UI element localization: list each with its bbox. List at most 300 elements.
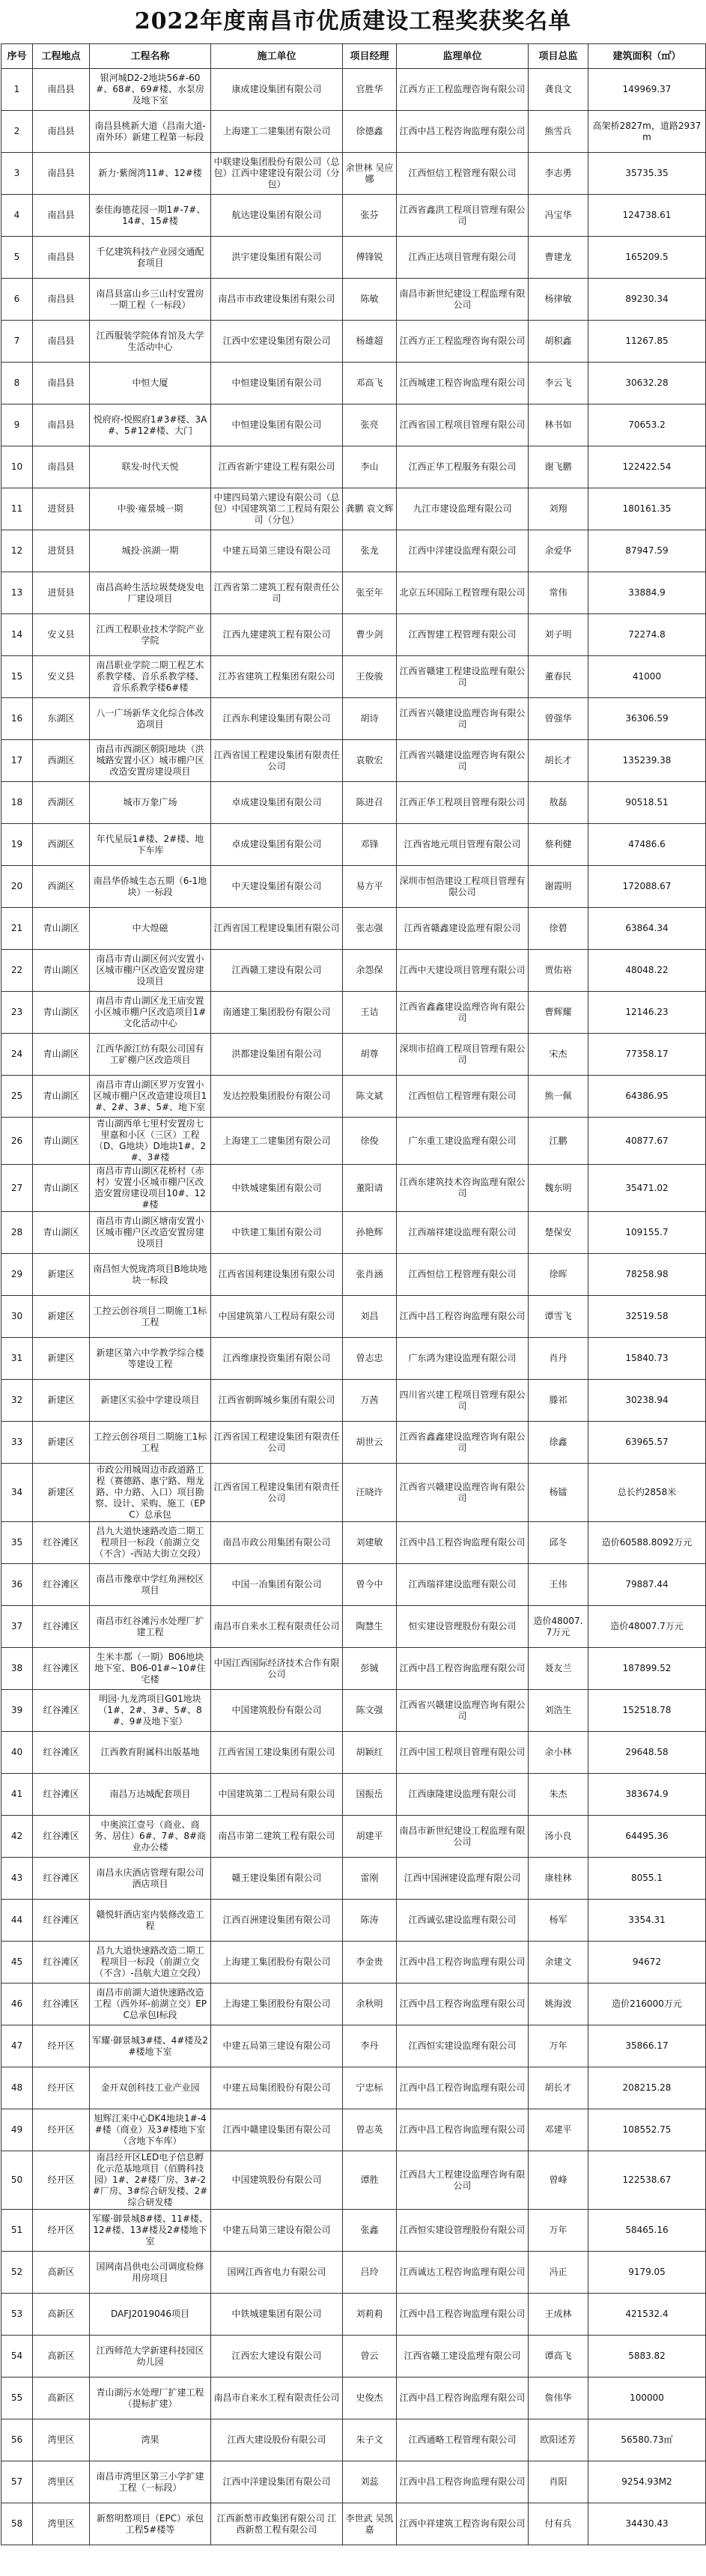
cell-seq: 45 bbox=[1, 1942, 33, 1983]
cell-chief: 江鹏 bbox=[529, 1118, 588, 1165]
cell-area: 15840.73 bbox=[588, 1338, 706, 1380]
cell-supervisor: 江西东建筑技术咨询监理有限公司 bbox=[397, 1165, 529, 1212]
cell-builder: 南昌市市政建设集团有限公司 bbox=[211, 279, 343, 321]
cell-builder: 江西大建设股份有限公司 bbox=[211, 2419, 343, 2461]
cell-project: 旭辉江来中心DK4地块1#-4#楼（商业）及3#楼地下室（含地下车库） bbox=[90, 2109, 211, 2151]
cell-area: 77358.17 bbox=[588, 1034, 706, 1076]
cell-seq: 5 bbox=[1, 237, 33, 279]
cell-project: 南昌市青山湖区何兴安置小区城市棚户区改造安置房建设项目 bbox=[90, 950, 211, 992]
cell-seq: 11 bbox=[1, 488, 33, 530]
cell-manager: 余世林 吴应娜 bbox=[343, 153, 397, 195]
cell-supervisor: 江西通略工程管理有限公司 bbox=[397, 2419, 529, 2461]
cell-project: 中恒大厦 bbox=[90, 363, 211, 404]
cell-builder: 航达建设集团有限公司 bbox=[211, 195, 343, 237]
cell-project: 江西师范大学新建科技园区幼儿园 bbox=[90, 2336, 211, 2378]
cell-seq: 20 bbox=[1, 866, 33, 908]
header-region: 工程地点 bbox=[33, 44, 90, 69]
cell-region: 高新区 bbox=[33, 2336, 90, 2378]
table-row bbox=[1, 363, 706, 404]
cell-area: 72274.8 bbox=[588, 614, 706, 656]
table-row bbox=[1, 824, 706, 866]
cell-project: 八一广场新华文化综合体改造项目 bbox=[90, 698, 211, 740]
cell-manager: 李金贵 bbox=[343, 1942, 397, 1983]
cell-seq: 29 bbox=[1, 1254, 33, 1296]
cell-supervisor: 江西省鑫鑫建设监理咨询有限公司 bbox=[397, 1422, 529, 1464]
cell-manager: 万茜 bbox=[343, 1380, 397, 1422]
cell-region: 南昌县 bbox=[33, 237, 90, 279]
table-row bbox=[1, 1034, 706, 1076]
table-row bbox=[1, 1942, 706, 1983]
cell-supervisor: 江西省鑫鑫建设监理咨询有限公司 bbox=[397, 992, 529, 1034]
cell-project: 赣悦轩酒店室内装修改造工程 bbox=[90, 1900, 211, 1942]
cell-chief: 邱冬 bbox=[529, 1522, 588, 1564]
cell-area: 造价216000万元 bbox=[588, 1983, 706, 2025]
cell-area: 9254.93M2 bbox=[588, 2461, 706, 2503]
table-row bbox=[1, 488, 706, 530]
table-row bbox=[1, 1816, 706, 1858]
cell-manager: 胡颖红 bbox=[343, 1732, 397, 1774]
cell-seq: 34 bbox=[1, 1464, 33, 1522]
cell-area: 90518.51 bbox=[588, 782, 706, 824]
cell-region: 西湖区 bbox=[33, 740, 90, 782]
cell-chief: 谢霞明 bbox=[529, 866, 588, 908]
cell-region: 新建区 bbox=[33, 1338, 90, 1380]
table-row bbox=[1, 1165, 706, 1212]
cell-supervisor: 江西中昌工程咨询监理有限公司 bbox=[397, 1522, 529, 1564]
cell-region: 经开区 bbox=[33, 2109, 90, 2151]
cell-project: 南昌市西湖区朝阳地块（洪城路安置小区）城市棚户区改造安置房建设项目 bbox=[90, 740, 211, 782]
cell-manager: 官胜华 bbox=[343, 69, 397, 111]
cell-chief: 万年 bbox=[529, 2210, 588, 2252]
cell-supervisor: 江西恒实建设监理有限公司 bbox=[397, 2025, 529, 2067]
table-row bbox=[1, 572, 706, 614]
table-row bbox=[1, 111, 706, 153]
cell-chief: 姚海波 bbox=[529, 1983, 588, 2025]
cell-project: 青山湖西单七里村安置房七里嘉和小区（三区）工程（D、G地块）D地块1#、2#、3#楼 bbox=[90, 1118, 211, 1165]
cell-project: 银河城D2-2地块56#-60#、68#、69#楼、水泵房及地下室 bbox=[90, 69, 211, 111]
cell-region: 东湖区 bbox=[33, 698, 90, 740]
cell-chief: 刘浩生 bbox=[529, 1690, 588, 1732]
cell-supervisor: 九江市建设监理有限公司 bbox=[397, 488, 529, 530]
cell-manager: 陈文斌 bbox=[343, 1076, 397, 1118]
cell-supervisor: 江西正达项目管理有限公司 bbox=[397, 237, 529, 279]
cell-chief: 蔡利健 bbox=[529, 824, 588, 866]
cell-manager: 袁敬宏 bbox=[343, 740, 397, 782]
cell-region: 经开区 bbox=[33, 2151, 90, 2210]
cell-supervisor: 江西省国工程项目管理有限公司 bbox=[397, 404, 529, 446]
cell-chief: 常伟 bbox=[529, 572, 588, 614]
table-row bbox=[1, 1118, 706, 1165]
cell-chief: 熊一佩 bbox=[529, 1076, 588, 1118]
table-header-row bbox=[1, 44, 706, 69]
cell-manager: 徐德鑫 bbox=[343, 111, 397, 153]
cell-supervisor: 江西中昌工程咨询监理有限公司 bbox=[397, 2461, 529, 2503]
cell-project: 江西工程职业技术学院产业学院 bbox=[90, 614, 211, 656]
cell-region: 青山湖区 bbox=[33, 1034, 90, 1076]
cell-project: DAFJ2019046项目 bbox=[90, 2294, 211, 2336]
table-row bbox=[1, 2151, 706, 2210]
cell-manager: 朱子文 bbox=[343, 2419, 397, 2461]
cell-seq: 42 bbox=[1, 1816, 33, 1858]
cell-chief: 曹建龙 bbox=[529, 237, 588, 279]
cell-chief: 王成林 bbox=[529, 2294, 588, 2336]
cell-chief: 谢飞鹏 bbox=[529, 446, 588, 488]
cell-supervisor: 南昌市新世纪建设工程监理有限公司 bbox=[397, 1816, 529, 1858]
cell-manager: 陶慧生 bbox=[343, 1606, 397, 1648]
table-row bbox=[1, 782, 706, 824]
cell-supervisor: 江西恒实建设管理股份有限公司 bbox=[397, 2210, 529, 2252]
cell-manager: 徐俊 bbox=[343, 1118, 397, 1165]
cell-project: 新力·紫阁湾11#、12#楼 bbox=[90, 153, 211, 195]
cell-area: 35735.35 bbox=[588, 153, 706, 195]
cell-builder: 中联建设集团股份有限公司（总包）江西中建建设有限公司（分包） bbox=[211, 153, 343, 195]
cell-manager: 雷刚 bbox=[343, 1858, 397, 1900]
cell-region: 红谷滩区 bbox=[33, 1858, 90, 1900]
cell-supervisor: 江西康隆建设监理有限公司 bbox=[397, 1774, 529, 1816]
cell-region: 南昌县 bbox=[33, 446, 90, 488]
table-row bbox=[1, 614, 706, 656]
cell-project: 南昌市青山湖区龙王庙安置小区城市棚户区改造项目1#文化活动中心 bbox=[90, 992, 211, 1034]
cell-region: 新建区 bbox=[33, 1296, 90, 1338]
cell-region: 南昌县 bbox=[33, 404, 90, 446]
cell-builder: 江西宏大建设有限公司 bbox=[211, 2336, 343, 2378]
cell-chief: 李云飞 bbox=[529, 363, 588, 404]
cell-supervisor: 江西中国洲建设监理有限公司 bbox=[397, 1858, 529, 1900]
cell-supervisor: 广东鸿为建设监理有限公司 bbox=[397, 1338, 529, 1380]
cell-area: 高架桥2827m，道路2937m bbox=[588, 111, 706, 153]
cell-project: 新建区实验中学建设项目 bbox=[90, 1380, 211, 1422]
cell-chief: 敖磊 bbox=[529, 782, 588, 824]
cell-chief: 徐晖 bbox=[529, 1254, 588, 1296]
table-row bbox=[1, 950, 706, 992]
table-body bbox=[1, 69, 706, 2545]
cell-manager: 刘昌 bbox=[343, 1296, 397, 1338]
cell-chief: 熊雪兵 bbox=[529, 111, 588, 153]
cell-project: 工控云创谷项目二期施工1标工程 bbox=[90, 1296, 211, 1338]
cell-supervisor: 江西中国工程项目管理有限公司 bbox=[397, 1732, 529, 1774]
cell-region: 南昌县 bbox=[33, 111, 90, 153]
cell-manager: 张龙 bbox=[343, 530, 397, 572]
cell-region: 进贤县 bbox=[33, 488, 90, 530]
cell-supervisor: 江西省赣鑫建设监理有限公司 bbox=[397, 908, 529, 950]
cell-seq: 9 bbox=[1, 404, 33, 446]
cell-area: 108552.75 bbox=[588, 2109, 706, 2151]
cell-region: 红谷滩区 bbox=[33, 1983, 90, 2025]
cell-chief: 林书如 bbox=[529, 404, 588, 446]
cell-region: 经开区 bbox=[33, 2067, 90, 2109]
cell-manager: 曾云 bbox=[343, 2336, 397, 2378]
cell-supervisor: 江西中昌工程咨询监理有限公司 bbox=[397, 2294, 529, 2336]
table-row bbox=[1, 2378, 706, 2419]
cell-region: 南昌县 bbox=[33, 321, 90, 363]
table-row bbox=[1, 237, 706, 279]
header-chief: 项目总监 bbox=[529, 44, 588, 69]
cell-seq: 8 bbox=[1, 363, 33, 404]
cell-chief: 王伟 bbox=[529, 1564, 588, 1606]
cell-area: 124738.61 bbox=[588, 195, 706, 237]
cell-seq: 10 bbox=[1, 446, 33, 488]
cell-seq: 22 bbox=[1, 950, 33, 992]
cell-builder: 卓成建设集团有限公司 bbox=[211, 782, 343, 824]
cell-region: 红谷滩区 bbox=[33, 1564, 90, 1606]
cell-manager: 胡世云 bbox=[343, 1422, 397, 1464]
table-row bbox=[1, 992, 706, 1034]
cell-chief: 邓建平 bbox=[529, 2109, 588, 2151]
cell-chief: 詹伟华 bbox=[529, 2378, 588, 2419]
cell-project: 南昌永庆酒店管理有限公司酒店项目 bbox=[90, 1858, 211, 1900]
table-row bbox=[1, 2210, 706, 2252]
table-row bbox=[1, 530, 706, 572]
cell-region: 进贤县 bbox=[33, 572, 90, 614]
cell-manager: 董阳请 bbox=[343, 1165, 397, 1212]
table-row bbox=[1, 446, 706, 488]
cell-builder: 江西新嶅市政集团有限公司 江西新嶅工程有限公司 bbox=[211, 2503, 343, 2545]
cell-supervisor: 江西诚弘建设监理有限公司 bbox=[397, 1900, 529, 1942]
cell-supervisor: 江西恒信工程管理有限公司 bbox=[397, 1254, 529, 1296]
table-row bbox=[1, 908, 706, 950]
cell-chief: 胡长才 bbox=[529, 740, 588, 782]
cell-manager: 张肖涵 bbox=[343, 1254, 397, 1296]
cell-seq: 48 bbox=[1, 2067, 33, 2109]
cell-region: 青山湖区 bbox=[33, 1212, 90, 1254]
cell-area: 383674.9 bbox=[588, 1774, 706, 1816]
cell-manager: 曾今中 bbox=[343, 1564, 397, 1606]
cell-region: 青山湖区 bbox=[33, 1118, 90, 1165]
table-row bbox=[1, 740, 706, 782]
cell-manager: 陈进召 bbox=[343, 782, 397, 824]
cell-chief: 朱杰 bbox=[529, 1774, 588, 1816]
cell-chief: 刘翔 bbox=[529, 488, 588, 530]
header-project: 工程名称 bbox=[90, 44, 211, 69]
cell-manager: 邓高飞 bbox=[343, 363, 397, 404]
cell-builder: 江西省国工建设集团有限公司 bbox=[211, 1732, 343, 1774]
cell-area: 总长约2858米 bbox=[588, 1464, 706, 1522]
cell-project: 南昌职业学院二期工程艺术系教学楼、音乐系教学楼、音乐系教学楼6#楼 bbox=[90, 656, 211, 698]
cell-supervisor: 江西省鑫洪工程项目管理有限公司 bbox=[397, 195, 529, 237]
cell-supervisor: 江西智建工程管理有限公司 bbox=[397, 614, 529, 656]
cell-builder: 洪宇建设集团有限公司 bbox=[211, 237, 343, 279]
cell-area: 56580.73㎡ bbox=[588, 2419, 706, 2461]
cell-area: 64495.36 bbox=[588, 1816, 706, 1858]
cell-builder: 江西省国工程建设集团有限责任公司 bbox=[211, 740, 343, 782]
cell-builder: 发达控股集团股份有限公司 bbox=[211, 1076, 343, 1118]
cell-seq: 19 bbox=[1, 824, 33, 866]
cell-builder: 上海建工二建集团有限公司 bbox=[211, 1118, 343, 1165]
cell-supervisor: 江西中洋建设监理有限公司 bbox=[397, 530, 529, 572]
cell-supervisor: 江西中昌工程咨询监理有限公司 bbox=[397, 1983, 529, 2025]
table-row bbox=[1, 1564, 706, 1606]
cell-builder: 江西省国利建设集团有限公司 bbox=[211, 1254, 343, 1296]
cell-area: 58465.16 bbox=[588, 2210, 706, 2252]
cell-seq: 24 bbox=[1, 1034, 33, 1076]
cell-supervisor: 江西中昌工程咨询监理有限公司 bbox=[397, 1296, 529, 1338]
cell-project: 南昌恒大悦珑湾项目B地块地块一标段 bbox=[90, 1254, 211, 1296]
cell-region: 经开区 bbox=[33, 2025, 90, 2067]
award-table bbox=[1, 43, 706, 2545]
cell-seq: 16 bbox=[1, 698, 33, 740]
table-row bbox=[1, 404, 706, 446]
cell-project: 中骏·雍景城一期 bbox=[90, 488, 211, 530]
cell-project: 中奥滨江壹号（商业、商务、居住）6#、7#、8#商业办公楼 bbox=[90, 1816, 211, 1858]
cell-project: 南昌市红谷滩污水处理厂扩建工程 bbox=[90, 1606, 211, 1648]
cell-region: 西湖区 bbox=[33, 824, 90, 866]
cell-area: 47486.6 bbox=[588, 824, 706, 866]
cell-supervisor: 江西昌大工程建设监理咨询有限公司 bbox=[397, 2151, 529, 2210]
cell-supervisor: 深圳市招商工程项目管理有限公司 bbox=[397, 1034, 529, 1076]
cell-manager: 陈敏 bbox=[343, 279, 397, 321]
cell-manager: 刘蕊 bbox=[343, 2461, 397, 2503]
cell-region: 青山湖区 bbox=[33, 1165, 90, 1212]
cell-chief: 楚保安 bbox=[529, 1212, 588, 1254]
cell-builder: 南昌市自来水工程有限责任公司 bbox=[211, 1606, 343, 1648]
cell-builder: 上海建工集团股份有限公司 bbox=[211, 1983, 343, 2025]
cell-builder: 南昌市第二建筑工程有限公司 bbox=[211, 1816, 343, 1858]
table-row bbox=[1, 1690, 706, 1732]
table-row bbox=[1, 2109, 706, 2151]
cell-area: 64386.95 bbox=[588, 1076, 706, 1118]
cell-project: 工控云创谷项目二期施工1标工程 bbox=[90, 1422, 211, 1464]
cell-supervisor: 江西中昌工程咨询监理有限公司 bbox=[397, 1942, 529, 1983]
cell-region: 高新区 bbox=[33, 2294, 90, 2336]
cell-project: 联发·时代天悦 bbox=[90, 446, 211, 488]
cell-area: 79887.44 bbox=[588, 1564, 706, 1606]
cell-area: 8055.1 bbox=[588, 1858, 706, 1900]
cell-project: 市政公用城周边市政道路工程（赛德路、惠宁路、翔龙路、中力路、入口）项目勘察、设计、采购、施工（EPC）总承包 bbox=[90, 1464, 211, 1522]
cell-manager: 刘建敏 bbox=[343, 1522, 397, 1564]
cell-area: 70653.2 bbox=[588, 404, 706, 446]
cell-builder: 江西东利建设集团有限公司 bbox=[211, 698, 343, 740]
cell-manager: 张鑫 bbox=[343, 2210, 397, 2252]
cell-area: 122538.67 bbox=[588, 2151, 706, 2210]
cell-builder: 中恒建设集团有限公司 bbox=[211, 363, 343, 404]
cell-project: 南昌华侨城生态五期（6-1地块）一标段 bbox=[90, 866, 211, 908]
cell-builder: 中铁城建集团有限公司 bbox=[211, 2294, 343, 2336]
cell-seq: 6 bbox=[1, 279, 33, 321]
cell-area: 78258.98 bbox=[588, 1254, 706, 1296]
cell-area: 165209.5 bbox=[588, 237, 706, 279]
cell-area: 3354.31 bbox=[588, 1900, 706, 1942]
cell-builder: 中恒建设集团有限公司 bbox=[211, 404, 343, 446]
cell-area: 9179.05 bbox=[588, 2252, 706, 2294]
cell-seq: 1 bbox=[1, 69, 33, 111]
cell-seq: 33 bbox=[1, 1422, 33, 1464]
cell-seq: 37 bbox=[1, 1606, 33, 1648]
cell-area: 87947.59 bbox=[588, 530, 706, 572]
cell-region: 南昌县 bbox=[33, 69, 90, 111]
cell-supervisor: 江西省地元项目管理有限公司 bbox=[397, 824, 529, 866]
cell-builder: 卓成建设集团有限公司 bbox=[211, 824, 343, 866]
cell-manager: 余怨保 bbox=[343, 950, 397, 992]
cell-manager: 王诘 bbox=[343, 992, 397, 1034]
cell-area: 89230.34 bbox=[588, 279, 706, 321]
cell-area: 48048.22 bbox=[588, 950, 706, 992]
cell-region: 新建区 bbox=[33, 1422, 90, 1464]
cell-region: 新建区 bbox=[33, 1464, 90, 1522]
cell-manager: 陈文强 bbox=[343, 1690, 397, 1732]
cell-chief: 余建文 bbox=[529, 1942, 588, 1983]
cell-supervisor: 江西诚达工程咨询监理有限公司 bbox=[397, 2252, 529, 2294]
cell-area: 421532.4 bbox=[588, 2294, 706, 2336]
cell-seq: 15 bbox=[1, 656, 33, 698]
table-row bbox=[1, 1464, 706, 1522]
cell-area: 35471.02 bbox=[588, 1165, 706, 1212]
cell-project: 泰佳海德花园一期1#-7#、14#、15#楼 bbox=[90, 195, 211, 237]
table-row bbox=[1, 1522, 706, 1564]
cell-project: 新嶅明嶅项目（EPC）承包工程5#楼等 bbox=[90, 2503, 211, 2545]
cell-supervisor: 江西方正工程监理咨询有限公司 bbox=[397, 69, 529, 111]
cell-builder: 江西省国工程建设集团有限公司 bbox=[211, 908, 343, 950]
cell-seq: 58 bbox=[1, 2503, 33, 2545]
cell-seq: 30 bbox=[1, 1296, 33, 1338]
cell-seq: 43 bbox=[1, 1858, 33, 1900]
cell-chief: 曹辉耀 bbox=[529, 992, 588, 1034]
cell-chief: 李志勇 bbox=[529, 153, 588, 195]
cell-builder: 中国一冶集团有限公司 bbox=[211, 1564, 343, 1606]
cell-chief: 杨律敏 bbox=[529, 279, 588, 321]
cell-builder: 江西维康投资集团有限公司 bbox=[211, 1338, 343, 1380]
cell-project: 湾果 bbox=[90, 2419, 211, 2461]
cell-chief: 胡积鑫 bbox=[529, 321, 588, 363]
cell-supervisor: 深圳市恒浩建设工程项目管理有限公司 bbox=[397, 866, 529, 908]
cell-region: 西湖区 bbox=[33, 782, 90, 824]
cell-seq: 3 bbox=[1, 153, 33, 195]
document-title: 2022年度南昌市优质建设工程奖获奖名单 bbox=[134, 8, 572, 34]
cell-supervisor: 江西省赣工建设监理有限公司 bbox=[397, 2336, 529, 2378]
cell-supervisor: 江西城建工程咨询监理有限公司 bbox=[397, 363, 529, 404]
cell-seq: 49 bbox=[1, 2109, 33, 2151]
table-row bbox=[1, 1380, 706, 1422]
cell-seq: 55 bbox=[1, 2378, 33, 2419]
cell-seq: 18 bbox=[1, 782, 33, 824]
cell-project: 新建区第六中学教学综合楼等建设工程 bbox=[90, 1338, 211, 1380]
cell-area: 36306.59 bbox=[588, 698, 706, 740]
cell-chief: 肖阳 bbox=[529, 2461, 588, 2503]
table-row bbox=[1, 321, 706, 363]
cell-manager: 曾志忠 bbox=[343, 1338, 397, 1380]
cell-region: 湾里区 bbox=[33, 2461, 90, 2503]
cell-area: 63965.57 bbox=[588, 1422, 706, 1464]
cell-area: 5883.82 bbox=[588, 2336, 706, 2378]
cell-chief: 杨军 bbox=[529, 1900, 588, 1942]
table-row bbox=[1, 2294, 706, 2336]
cell-manager: 张亮 bbox=[343, 404, 397, 446]
cell-supervisor: 江西中天建设项目管理有限公司 bbox=[397, 950, 529, 992]
cell-region: 西湖区 bbox=[33, 866, 90, 908]
cell-builder: 中建五局第三建设有限公司 bbox=[211, 2210, 343, 2252]
cell-chief: 肖丹 bbox=[529, 1338, 588, 1380]
cell-chief: 魏东明 bbox=[529, 1165, 588, 1212]
cell-chief: 刘子明 bbox=[529, 614, 588, 656]
cell-area: 造价48007.7万元 bbox=[588, 1606, 706, 1648]
table-row bbox=[1, 195, 706, 237]
cell-seq: 7 bbox=[1, 321, 33, 363]
table-row bbox=[1, 2461, 706, 2503]
cell-seq: 39 bbox=[1, 1690, 33, 1732]
cell-area: 33884.9 bbox=[588, 572, 706, 614]
cell-region: 安义县 bbox=[33, 656, 90, 698]
cell-area: 32519.58 bbox=[588, 1296, 706, 1338]
cell-builder: 江西中赣建设集团有限公司 bbox=[211, 2109, 343, 2151]
cell-seq: 38 bbox=[1, 1648, 33, 1690]
cell-seq: 47 bbox=[1, 2025, 33, 2067]
cell-builder: 江西省朝晖城乡集团有限公司 bbox=[211, 1380, 343, 1422]
cell-builder: 江苏省建筑工程集团有限公司 bbox=[211, 656, 343, 698]
cell-builder: 江西省第二建筑工程有限责任公司 bbox=[211, 572, 343, 614]
cell-manager: 龚鹏 袁文辉 bbox=[343, 488, 397, 530]
table-row bbox=[1, 2025, 706, 2067]
cell-chief: 宋杰 bbox=[529, 1034, 588, 1076]
cell-region: 青山湖区 bbox=[33, 950, 90, 992]
